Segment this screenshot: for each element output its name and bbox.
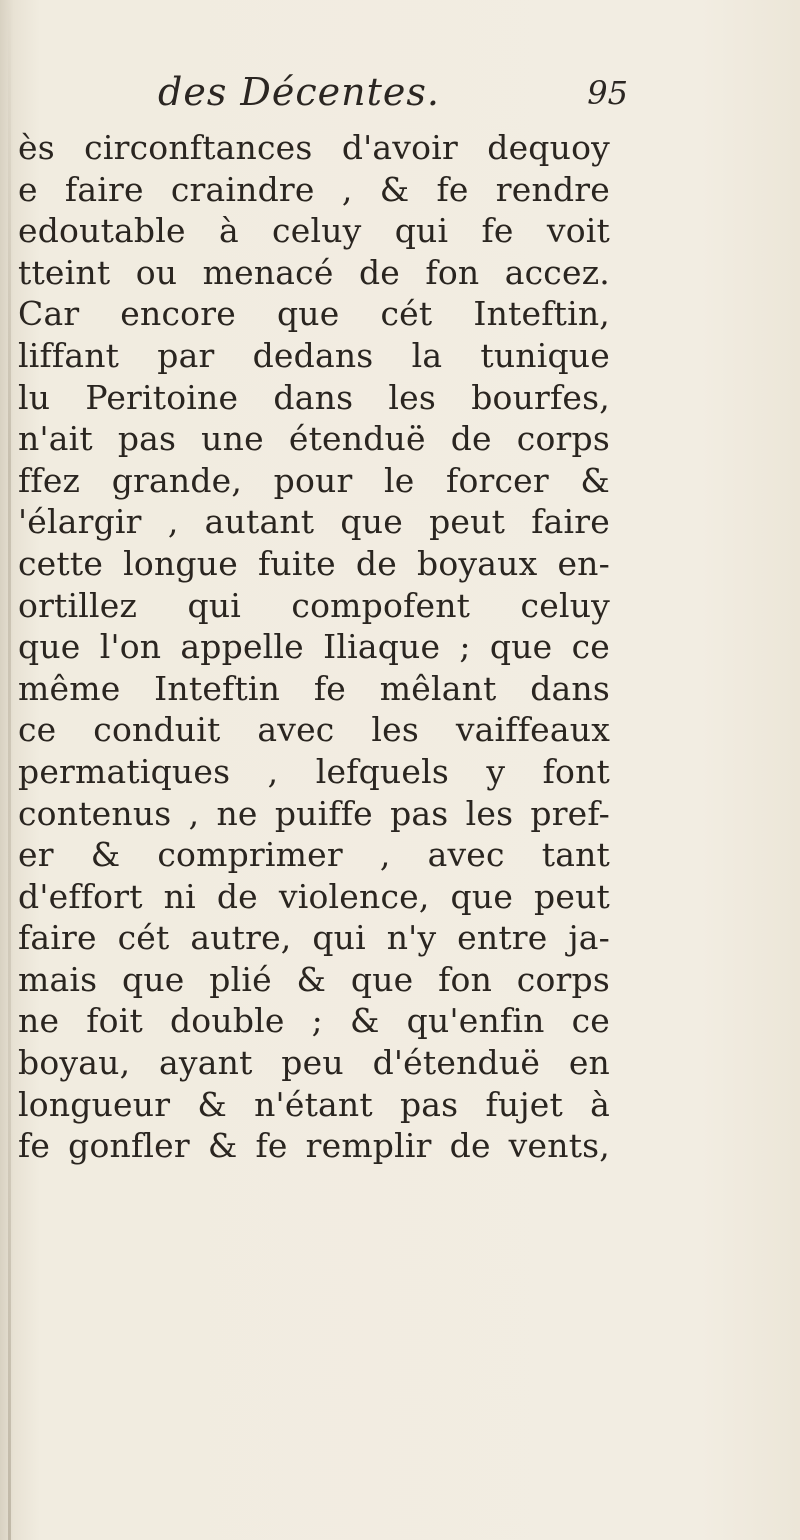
- text-line: 'élargir , autant que peut faire: [18, 502, 610, 542]
- text-line: edoutable à celuy qui fe voit: [18, 211, 610, 251]
- text-line: faire cét autre, qui n'y entre ja-: [18, 918, 610, 958]
- page-number: 95: [587, 74, 628, 112]
- text-line: er & comprimer , avec tant: [18, 835, 610, 875]
- text-line: que l'on appelle Iliaque ; que ce: [18, 627, 610, 667]
- text-line: ès circonftances d'avoir dequoy: [18, 128, 610, 167]
- text-line: ce conduit avec les vaiffeaux: [18, 710, 610, 750]
- running-title: des Décentes.: [158, 70, 440, 114]
- text-line: longueur & n'étant pas fujet à: [18, 1084, 610, 1124]
- text-line: ortillez qui compofent celuy: [18, 585, 610, 625]
- text-line: d'effort ni de violence, que peut: [18, 876, 610, 916]
- body-text: [18, 127, 610, 1167]
- text-line: tteint ou menacé de fon accez.: [18, 252, 610, 292]
- text-line: lu Peritoine dans les bourfes,: [18, 377, 610, 417]
- text-line: ne foit double ; & qu'enfin ce: [18, 1001, 610, 1041]
- text-line: permatiques , lefquels y font: [18, 751, 610, 791]
- text-line: même Inteftin fe mêlant dans: [18, 668, 610, 708]
- text-line: contenus , ne puiffe pas les pref-: [18, 793, 610, 833]
- text-line: n'ait pas une étenduë de corps: [18, 419, 610, 459]
- text-line: e faire craindre , & fe rendre: [18, 169, 610, 209]
- running-head: [158, 70, 628, 120]
- text-line: Car encore que cét Inteftin,: [18, 294, 610, 334]
- text-line: ffez grande, pour le forcer &: [18, 460, 610, 500]
- text-line: cette longue fuite de boyaux en-: [18, 543, 610, 583]
- page-gutter-edge: [8, 0, 11, 1540]
- text-line: boyau, ayant peu d'étenduë en: [18, 1043, 610, 1083]
- text-line: fe gonfler & fe remplir de vents,: [18, 1126, 610, 1166]
- text-line: liffant par dedans la tunique: [18, 335, 610, 375]
- text-line: mais que plié & que fon corps: [18, 959, 610, 999]
